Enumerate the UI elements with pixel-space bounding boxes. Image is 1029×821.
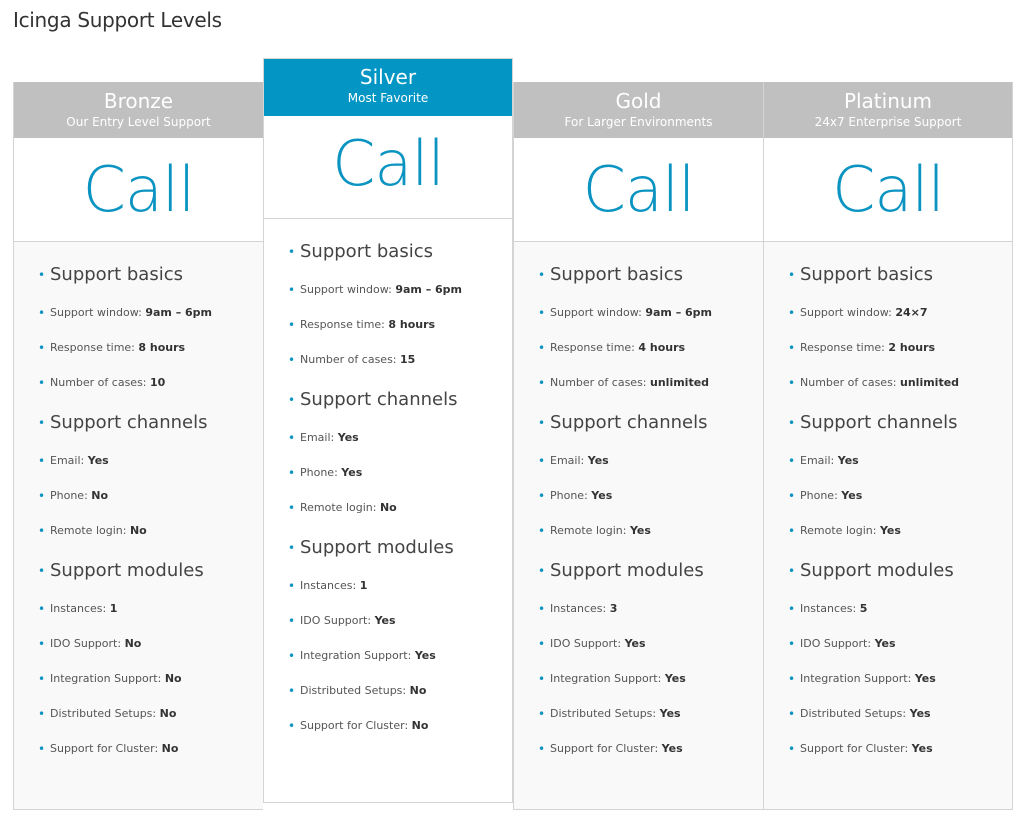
feature-value: Yes [624,637,646,650]
feature-value: No [129,524,147,537]
feature-item [788,451,1012,471]
feature-item [538,486,763,506]
feature-item [538,704,763,724]
feature-value: 8 hours [388,318,436,331]
feature-label: Integration Support: [300,649,412,662]
plan-header [764,82,1012,138]
plan-column-silver [263,58,513,803]
feature-label: Remote login: [550,524,627,537]
bullet-dot-icon: • [288,283,296,297]
feature-value: No [91,489,109,502]
feature-label: Email: [50,454,85,467]
section-heading [288,533,512,563]
feature-value: Yes [87,454,109,467]
feature-label: Integration Support: [550,672,662,685]
bullet-dot-icon: • [288,431,296,445]
feature-item [288,350,512,370]
feature-value: No [164,672,182,685]
feature-item [38,338,263,358]
bullet-dot-icon: • [38,306,46,320]
feature-value: Yes [659,707,681,720]
plan-subtitle: 24x7 Enterprise Support [814,115,962,129]
feature-item [788,669,1012,689]
feature-label: Email: [300,431,335,444]
plan-column-gold [513,82,763,810]
feature-item [538,373,763,393]
feature-label: Remote login: [50,524,127,537]
plan-column-platinum [763,82,1013,810]
feature-label: Phone: [300,466,338,479]
price-box [514,138,763,242]
feature-label: IDO Support: [800,637,872,650]
feature-label: Support for Cluster: [300,719,409,732]
bullet-dot-icon: • [538,454,546,468]
feature-label: Support for Cluster: [550,742,659,755]
section-title: Support modules [300,537,454,558]
bullet-dot-icon: • [288,501,296,515]
price-label: Call [582,153,695,226]
section-heading [38,556,263,586]
feature-value: 9am – 6pm [145,306,213,319]
feature-item [288,576,512,596]
feature-label: Number of cases: [300,353,397,366]
feature-item [38,521,263,541]
feature-value: 8 hours [138,341,186,354]
feature-value: 3 [609,602,618,615]
section-heading [788,260,1012,290]
bullet-dot-icon: • [788,602,796,616]
section-heading [538,408,763,438]
feature-item [288,611,512,631]
bullet-dot-icon: • [538,524,546,538]
feature-label: Response time: [550,341,635,354]
feature-label: Number of cases: [800,376,897,389]
plan-subtitle: Our Entry Level Support [66,115,211,129]
section-title: Support basics [300,241,433,262]
feature-value: No [159,707,177,720]
bullet-dot-icon: • [38,376,46,390]
feature-value: 24×7 [895,306,928,319]
section-heading [538,260,763,290]
section-title: Support channels [550,412,708,433]
feature-value: Yes [664,672,686,685]
bullet-dot-icon: • [38,602,46,616]
bullet-dot-icon: • [38,707,46,721]
feature-value: No [409,684,427,697]
feature-item [788,521,1012,541]
bullet-dot-icon: • [38,341,46,355]
bullet-dot-icon: • [538,306,546,320]
price-label: Call [832,153,944,226]
feature-label: Email: [550,454,585,467]
feature-item [788,373,1012,393]
feature-value: Yes [337,431,359,444]
feature-label: Phone: [550,489,588,502]
bullet-dot-icon: • [788,707,796,721]
section-heading [38,408,263,438]
section-title: Support basics [550,264,683,285]
price-box [264,116,512,219]
bullet-dot-icon: • [288,614,296,628]
section-heading [38,260,263,290]
bullet-dot-icon: • [288,466,296,480]
bullet-dot-icon: • [38,564,46,578]
bullet-dot-icon: • [788,341,796,355]
feature-list [764,242,1012,759]
bullet-dot-icon: • [288,245,296,259]
feature-value: Yes [879,524,901,537]
page-title: Icinga Support Levels [13,8,222,32]
section-title: Support modules [550,560,704,581]
bullet-dot-icon: • [38,454,46,468]
feature-label: Support window: [300,283,392,296]
feature-item [538,303,763,323]
plan-header [14,82,263,138]
feature-value: 9am – 6pm [645,306,713,319]
feature-item [788,338,1012,358]
bullet-dot-icon: • [38,524,46,538]
feature-item [538,338,763,358]
section-title: Support channels [300,389,458,410]
feature-item [38,634,263,654]
bullet-dot-icon: • [38,489,46,503]
feature-value: 4 hours [638,341,686,354]
feature-item [38,739,263,759]
feature-value: Yes [841,489,863,502]
section-title: Support channels [800,412,958,433]
bullet-dot-icon: • [288,684,296,698]
bullet-dot-icon: • [788,742,796,756]
feature-item [288,716,512,736]
feature-label: Number of cases: [550,376,647,389]
bullet-dot-icon: • [788,454,796,468]
plan-column-bronze [13,82,263,810]
feature-value: Yes [587,454,609,467]
plan-name: Bronze [103,89,174,113]
bullet-dot-icon: • [288,719,296,733]
plan-header [514,82,763,138]
feature-item [788,599,1012,619]
feature-label: Support for Cluster: [800,742,909,755]
feature-label: Instances: [50,602,107,615]
section-heading [288,385,512,415]
feature-value: Yes [661,742,683,755]
feature-label: Response time: [800,341,885,354]
feature-value: 1 [109,602,118,615]
feature-value: No [379,501,397,514]
bullet-dot-icon: • [538,341,546,355]
feature-item [288,315,512,335]
bullet-dot-icon: • [538,707,546,721]
feature-label: IDO Support: [50,637,122,650]
feature-item [38,599,263,619]
section-title: Support channels [50,412,208,433]
feature-item [38,669,263,689]
bullet-dot-icon: • [538,268,546,282]
bullet-dot-icon: • [538,376,546,390]
feature-label: Response time: [50,341,135,354]
bullet-dot-icon: • [788,524,796,538]
plan-subtitle: Most Favorite [347,91,429,105]
bullet-dot-icon: • [538,742,546,756]
feature-value: Yes [341,466,363,479]
section-heading [288,237,512,267]
feature-item [38,451,263,471]
section-heading [788,408,1012,438]
feature-value: unlimited [900,376,960,389]
feature-item [288,463,512,483]
feature-label: Email: [800,454,835,467]
feature-item [38,486,263,506]
feature-value: Yes [909,707,931,720]
feature-item [288,498,512,518]
bullet-dot-icon: • [38,672,46,686]
feature-item [788,634,1012,654]
bullet-dot-icon: • [288,541,296,555]
bullet-dot-icon: • [288,579,296,593]
feature-label: Support for Cluster: [50,742,159,755]
feature-item [538,521,763,541]
section-title: Support modules [50,560,204,581]
bullet-dot-icon: • [788,564,796,578]
feature-value: 5 [859,602,868,615]
price-label: Call [82,153,195,226]
feature-item [38,373,263,393]
feature-label: Support window: [550,306,642,319]
feature-label: Instances: [300,579,357,592]
feature-label: IDO Support: [550,637,622,650]
bullet-dot-icon: • [538,637,546,651]
feature-label: Response time: [300,318,385,331]
feature-item [538,451,763,471]
bullet-dot-icon: • [538,416,546,430]
bullet-dot-icon: • [538,602,546,616]
feature-item [538,634,763,654]
bullet-dot-icon: • [538,489,546,503]
feature-label: Instances: [550,602,607,615]
feature-value: 15 [400,353,416,366]
section-heading [788,556,1012,586]
feature-item [38,303,263,323]
plan-name: Platinum [843,89,933,113]
section-title: Support modules [800,560,954,581]
feature-label: Remote login: [300,501,377,514]
feature-item [788,739,1012,759]
bullet-dot-icon: • [288,318,296,332]
bullet-dot-icon: • [788,637,796,651]
price-box [764,138,1012,242]
bullet-dot-icon: • [788,268,796,282]
feature-value: 10 [150,376,166,389]
feature-value: 1 [359,579,368,592]
plan-name: Silver [359,65,417,89]
feature-label: Number of cases: [50,376,147,389]
feature-value: Yes [629,524,651,537]
feature-value: No [411,719,429,732]
feature-label: Integration Support: [800,672,912,685]
feature-item [788,486,1012,506]
feature-item [38,704,263,724]
feature-value: Yes [374,614,396,627]
bullet-dot-icon: • [288,393,296,407]
feature-list [14,242,263,759]
feature-item [288,280,512,300]
section-heading [538,556,763,586]
feature-item [788,303,1012,323]
feature-value: Yes [414,649,436,662]
bullet-dot-icon: • [788,489,796,503]
bullet-dot-icon: • [788,306,796,320]
feature-label: Support window: [800,306,892,319]
feature-value: Yes [911,742,933,755]
feature-item [538,669,763,689]
feature-list [514,242,763,759]
bullet-dot-icon: • [788,416,796,430]
feature-list [264,219,512,736]
feature-label: Instances: [800,602,857,615]
feature-item [288,681,512,701]
bullet-dot-icon: • [38,416,46,430]
feature-label: Distributed Setups: [50,707,157,720]
bullet-dot-icon: • [38,637,46,651]
feature-label: Integration Support: [50,672,162,685]
feature-item [538,739,763,759]
feature-item [538,599,763,619]
bullet-dot-icon: • [538,564,546,578]
feature-value: Yes [837,454,859,467]
bullet-dot-icon: • [788,376,796,390]
plan-subtitle: For Larger Environments [564,115,713,129]
feature-item [788,704,1012,724]
bullet-dot-icon: • [288,649,296,663]
feature-label: Phone: [50,489,88,502]
feature-item [288,646,512,666]
feature-value: 9am – 6pm [395,283,463,296]
feature-label: Distributed Setups: [550,707,657,720]
feature-label: Support window: [50,306,142,319]
plan-name: Gold [615,89,662,113]
feature-value: Yes [591,489,613,502]
feature-value: unlimited [650,376,710,389]
price-label: Call [332,127,444,200]
feature-label: Remote login: [800,524,877,537]
bullet-dot-icon: • [38,268,46,282]
section-title: Support basics [800,264,933,285]
plan-header [264,59,512,116]
feature-value: Yes [874,637,896,650]
feature-value: 2 hours [888,341,936,354]
feature-label: Distributed Setups: [800,707,907,720]
feature-value: Yes [914,672,936,685]
bullet-dot-icon: • [288,353,296,367]
bullet-dot-icon: • [38,742,46,756]
bullet-dot-icon: • [788,672,796,686]
feature-label: Distributed Setups: [300,684,407,697]
feature-label: Phone: [800,489,838,502]
feature-label: IDO Support: [300,614,372,627]
price-box [14,138,263,242]
feature-value: No [124,637,142,650]
feature-item [288,428,512,448]
feature-value: No [161,742,179,755]
section-title: Support basics [50,264,183,285]
bullet-dot-icon: • [538,672,546,686]
